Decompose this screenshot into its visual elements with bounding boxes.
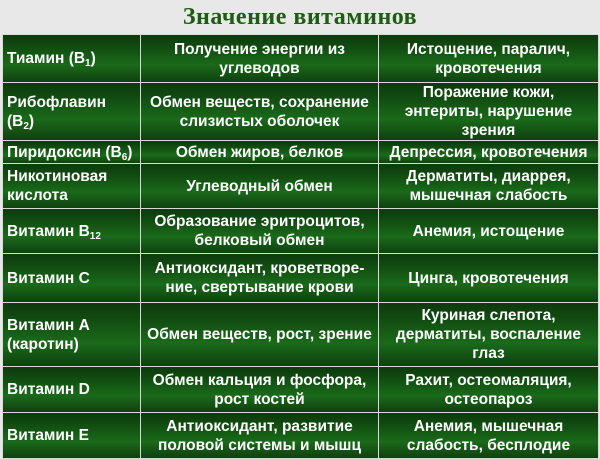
vitamin-name: Тиамин $(В_1)$ [3,35,141,83]
table-row [3,209,599,254]
table-row [3,164,599,209]
vitamin-deficiency: Дерматиты, диаррея, мышечная слабость [379,164,599,209]
table-row [3,83,599,141]
table-row [3,254,599,303]
table-row [3,413,599,459]
vitamin-deficiency: Анемия, мышечная слабость, бесплодие [379,413,599,459]
vitamin-function: Образование эритроцитов, белковый обмен [141,209,379,254]
vitamin-name: Витамин $В_{12}$ [3,209,141,254]
vitamin-deficiency: Куриная слепота, дерматиты, воспаление глаз [379,303,599,367]
vitamin-name: Витамин Е [3,413,141,459]
vitamin-deficiency: Цинга, кровотечения [379,254,599,303]
vitamin-name: Витамин А (каротин) [3,303,141,367]
table-row [3,35,599,83]
vitamin-deficiency: Депрессия, кровотечения [379,141,599,164]
table-row [3,367,599,413]
vitamin-function: Антиоксидант, развитие половой системы и мышц [141,413,379,459]
vitamin-function: Обмен веществ, рост, зрение [141,303,379,367]
table-row [3,141,599,164]
vitamin-function: Обмен жиров, белков [141,141,379,164]
vitamin-name: Пиридоксин $(В_6)$ [3,141,141,164]
vitamin-name: Никотиновая кислота [3,164,141,209]
vitamin-function: Получение энергии из углеводов [141,35,379,83]
vitamin-function: Обмен кальция и фосфора, рост костей [141,367,379,413]
table-row [3,303,599,367]
vitamin-deficiency: Поражение кожи, энтериты, нарушение зрения [379,83,599,141]
vitamin-name: Витамин С [3,254,141,303]
vitamin-function: Углеводный обмен [141,164,379,209]
vitamin-deficiency: Истощение, паралич, кровотечения [379,35,599,83]
vitamin-name: Витамин D [3,367,141,413]
vitamin-deficiency: Анемия, истощение [379,209,599,254]
vitamin-name: Рибофлавин $(В_2)$ [3,83,141,141]
vitamins-table [2,34,599,459]
vitamin-function: Обмен веществ, сохранение слизистых оболочек [141,83,379,141]
vitamin-deficiency: Рахит, остеомаляция, остеопароз [379,367,599,413]
slide-title: Значение витаминов [182,4,418,30]
vitamin-function: Антиоксидант, кроветворе-ние, свертывание крови [141,254,379,303]
